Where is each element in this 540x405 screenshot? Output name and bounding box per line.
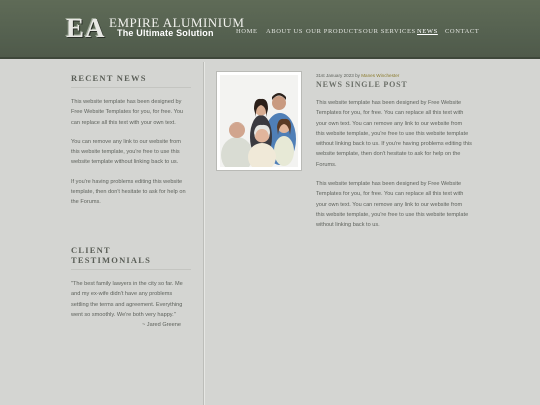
recent-news-paragraph: This website template has been designed by Free Website Templates for you, for free. You can replace all this text with your own text.	[71, 99, 184, 126]
nav-news[interactable]: NEWS	[417, 28, 438, 35]
post-image	[216, 71, 302, 171]
recent-news-paragraph: If you're having problems editing this website template, then don't hesitate to ask for help on the Forums.	[71, 178, 186, 206]
logo-mark: EA	[66, 13, 106, 43]
nav-our-services[interactable]: OUR SERVICES	[363, 28, 416, 35]
site-header	[0, 0, 540, 59]
post-content	[316, 73, 472, 231]
nav-our-products[interactable]: OUR PRODUCTS	[306, 28, 363, 35]
post-paragraph: This website template has been designed by Free Website Templates for you, for free. You can replace all this text with your own text. You can remove any link to our website from this website template, you're free to use this website template without linking back to us.	[316, 181, 469, 229]
testimonial-author: ~ Jared Greene	[141, 322, 181, 329]
post-title: NEWS SINGLE POST	[316, 80, 408, 89]
recent-news-paragraph: You can remove any link to our website from this website template, you're free to use this website template without linking back to us.	[71, 138, 181, 166]
post-author-link[interactable]: Manes Winchester	[361, 73, 400, 78]
nav-contact[interactable]: CONTACT	[445, 28, 480, 35]
nav-about-us[interactable]: ABOUT US	[266, 28, 304, 35]
brand-tagline: The Ultimate Solution	[117, 28, 214, 38]
testimonial-quote: "The best family lawyers in the city so far. Me and my ex-wife didn't have any problems settling the terms and agreement. Everything went so smoothly. We're both very happy."	[71, 281, 183, 318]
family-illustration	[220, 75, 298, 167]
brand-name: EMPIRE ALUMINIUM	[109, 15, 245, 30]
post-paragraph: This website template has been designed by Free Website Templates for you, for free. You can replace all this text with your own text. You can remove any link to our website from this website template, you're free to use this website template without linking back to us. If you're having problems editing this website template, then don't hesitate to ask for help on the Forums.	[316, 100, 472, 168]
post-by: by	[355, 73, 360, 78]
column-divider	[203, 62, 204, 405]
recent-news-heading: RECENT NEWS	[71, 73, 191, 88]
testimonials-heading: CLIENT TESTIMONIALS	[71, 245, 191, 270]
post-date: 31st January 2023	[316, 73, 354, 78]
sidebar-testimonials	[71, 245, 191, 328]
family-photo	[220, 75, 298, 167]
nav-home[interactable]: HOME	[236, 28, 258, 35]
sidebar-recent-news	[71, 73, 191, 208]
post-meta	[316, 73, 472, 78]
